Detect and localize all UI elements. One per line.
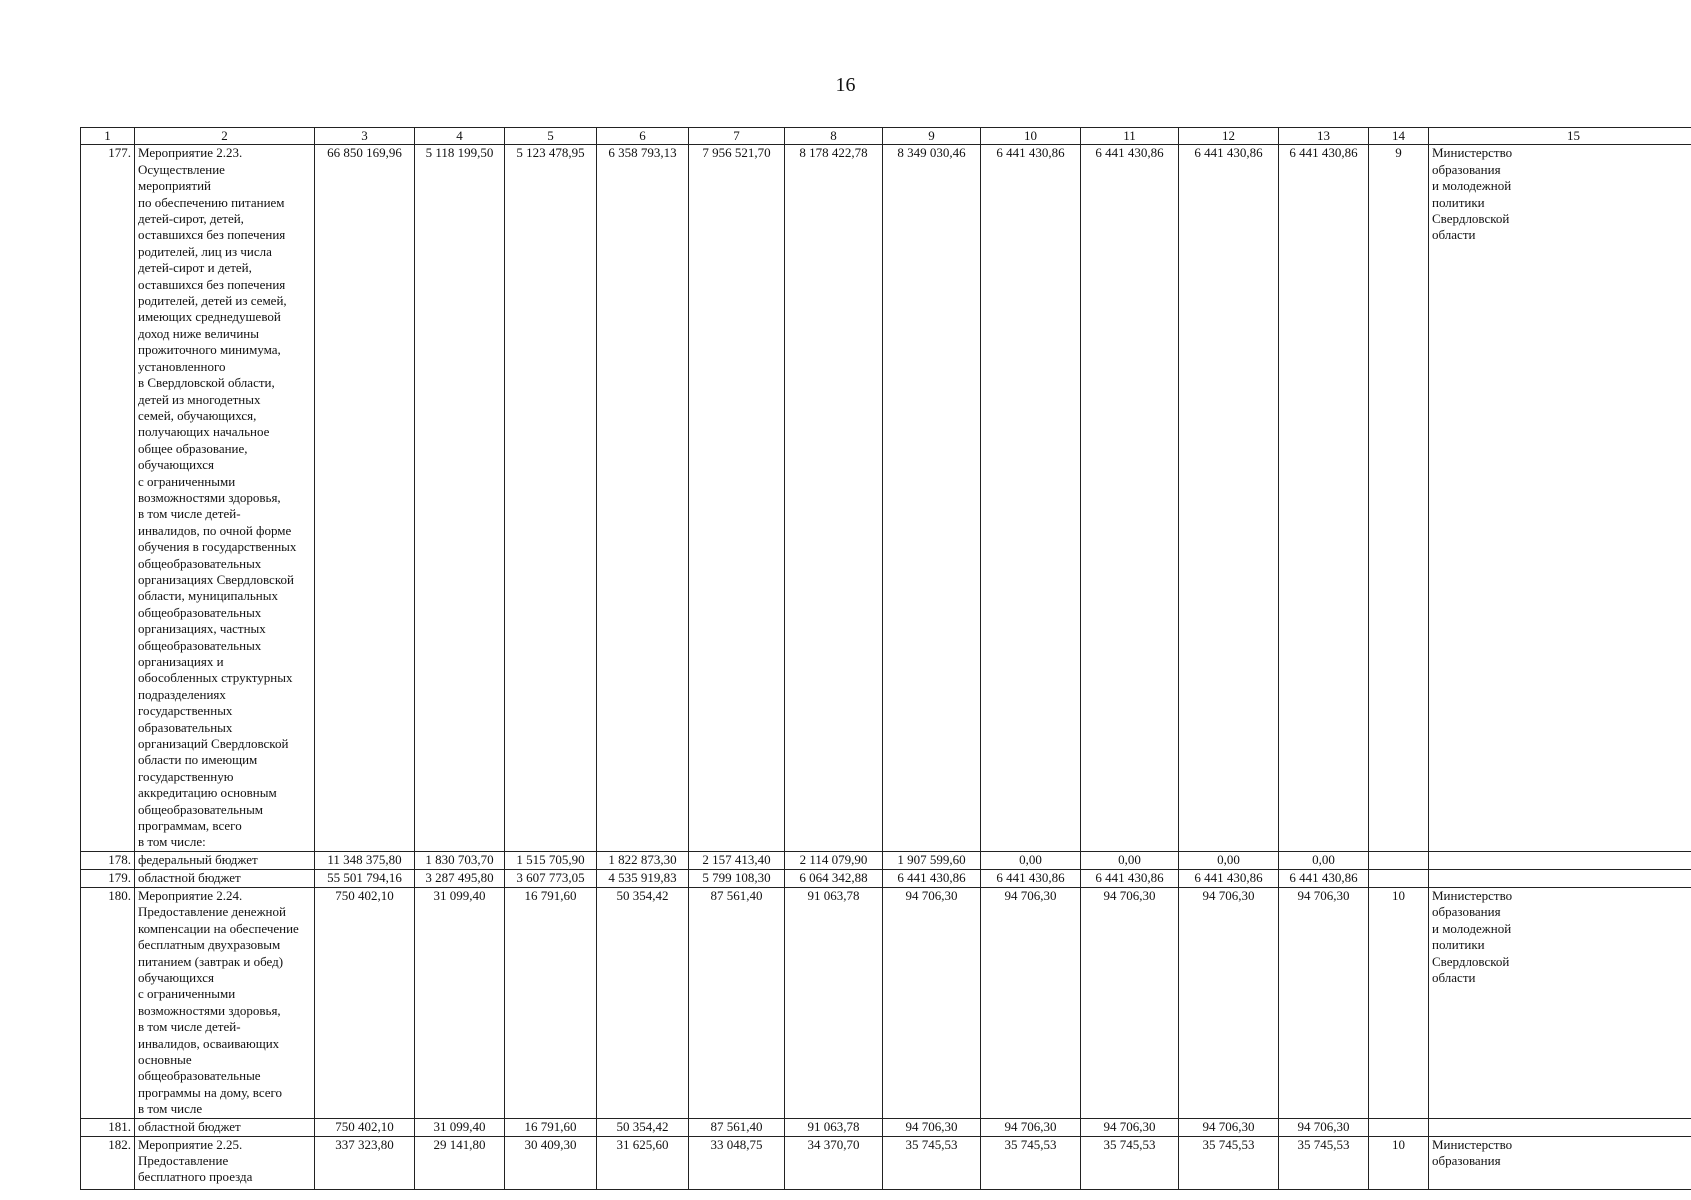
amount-cell: 50 354,42 <box>597 887 689 1118</box>
amount-cell: 31 099,40 <box>415 887 505 1118</box>
executor-cell: Министерство образования и молодежной политики Свердловской области <box>1429 145 1691 851</box>
row-number: 180. <box>81 887 135 1118</box>
table-row <box>81 1118 1691 1136</box>
column-header: 11 <box>1081 128 1179 145</box>
amount-cell: 5 118 199,50 <box>415 145 505 851</box>
amount-cell: 35 745,53 <box>1081 1136 1179 1189</box>
amount-cell: 16 791,60 <box>505 1118 597 1136</box>
amount-cell: 6 441 430,86 <box>1279 869 1369 887</box>
measure-description: Мероприятие 2.24. Предоставление денежной компенсации на обеспечение бесплатным двухразовым питанием (завтрак и обед) обучающихся с ограниченными возможностями здоровья, в том числе детей- инвалидов, осваивающих основные общеобразовательные программы на дому, всего в том числе <box>135 887 315 1118</box>
row-number: 181. <box>81 1118 135 1136</box>
measure-description: областной бюджет <box>135 1118 315 1136</box>
amount-cell: 750 402,10 <box>315 887 415 1118</box>
amount-cell: 3 287 495,80 <box>415 869 505 887</box>
amount-cell: 35 745,53 <box>1179 1136 1279 1189</box>
target-indicator-number: 10 <box>1369 887 1429 1118</box>
amount-cell: 1 822 873,30 <box>597 851 689 869</box>
amount-cell: 6 441 430,86 <box>1179 869 1279 887</box>
amount-cell: 2 114 079,90 <box>785 851 883 869</box>
amount-cell: 31 099,40 <box>415 1118 505 1136</box>
measure-description: областной бюджет <box>135 869 315 887</box>
measure-description: федеральный бюджет <box>135 851 315 869</box>
amount-cell: 5 799 108,30 <box>689 869 785 887</box>
amount-cell: 1 515 705,90 <box>505 851 597 869</box>
amount-cell: 33 048,75 <box>689 1136 785 1189</box>
amount-cell: 94 706,30 <box>883 1118 981 1136</box>
column-number-row <box>81 128 1691 145</box>
amount-cell: 50 354,42 <box>597 1118 689 1136</box>
amount-cell: 6 358 793,13 <box>597 145 689 851</box>
table-row <box>81 851 1691 869</box>
amount-cell: 94 706,30 <box>1081 887 1179 1118</box>
executor-cell: Министерство образования и молодежной политики Свердловской области <box>1429 887 1691 1118</box>
amount-cell: 11 348 375,80 <box>315 851 415 869</box>
amount-cell: 0,00 <box>1081 851 1179 869</box>
amount-cell: 6 441 430,86 <box>1179 145 1279 851</box>
amount-cell: 8 349 030,46 <box>883 145 981 851</box>
measure-description: Мероприятие 2.23. Осуществление мероприятий по обеспечению питанием детей-сирот, детей, оставшихся без попечения родителей, лиц из числа детей-сирот и детей, оставшихся без попечения родителей, детей из семей, имеющих среднедушевой доход ниже величины прожиточного минимума, установленного в Свердловской области, детей из многодетных семей, обучающихся, получающих начальное общее образование, обучающихся с ограниченными возможностями здоровья, в том числе детей- инвалидов, по очной форме обучения в государственных общеобразовательных организациях Свердловской области, муниципальных общеобразовательных организациях, частных общеобразовательных организациях и обособленных структурных подразделениях государственных образовательных организаций Свердловской области по имеющим государственную аккредитацию основным общеобразовательным программам, всего в том числе: <box>135 145 315 851</box>
column-header: 1 <box>81 128 135 145</box>
table-row <box>81 145 1691 851</box>
amount-cell: 94 706,30 <box>1279 887 1369 1118</box>
column-header: 3 <box>315 128 415 145</box>
amount-cell: 6 441 430,86 <box>981 145 1081 851</box>
amount-cell: 31 625,60 <box>597 1136 689 1189</box>
column-header: 4 <box>415 128 505 145</box>
row-number: 178. <box>81 851 135 869</box>
row-number: 179. <box>81 869 135 887</box>
amount-cell: 4 535 919,83 <box>597 869 689 887</box>
column-header: 6 <box>597 128 689 145</box>
amount-cell: 94 706,30 <box>1179 887 1279 1118</box>
amount-cell: 8 178 422,78 <box>785 145 883 851</box>
row-number: 182. <box>81 1136 135 1189</box>
amount-cell: 35 745,53 <box>883 1136 981 1189</box>
executor-cell <box>1429 851 1691 869</box>
amount-cell: 66 850 169,96 <box>315 145 415 851</box>
budget-table <box>80 127 1691 1190</box>
amount-cell: 0,00 <box>1279 851 1369 869</box>
amount-cell: 337 323,80 <box>315 1136 415 1189</box>
amount-cell: 35 745,53 <box>1279 1136 1369 1189</box>
amount-cell: 94 706,30 <box>981 887 1081 1118</box>
amount-cell: 6 441 430,86 <box>1279 145 1369 851</box>
row-number: 177. <box>81 145 135 851</box>
amount-cell: 30 409,30 <box>505 1136 597 1189</box>
amount-cell: 1 907 599,60 <box>883 851 981 869</box>
amount-cell: 55 501 794,16 <box>315 869 415 887</box>
amount-cell: 94 706,30 <box>1279 1118 1369 1136</box>
amount-cell: 6 441 430,86 <box>1081 869 1179 887</box>
amount-cell: 6 441 430,86 <box>981 869 1081 887</box>
column-header: 10 <box>981 128 1081 145</box>
executor-cell <box>1429 869 1691 887</box>
column-header: 13 <box>1279 128 1369 145</box>
measure-description: Мероприятие 2.25. Предоставление бесплатного проезда <box>135 1136 315 1189</box>
target-indicator-number: 10 <box>1369 1136 1429 1189</box>
amount-cell: 0,00 <box>1179 851 1279 869</box>
amount-cell: 2 157 413,40 <box>689 851 785 869</box>
amount-cell: 91 063,78 <box>785 887 883 1118</box>
executor-cell: Министерство образования <box>1429 1136 1691 1189</box>
amount-cell: 6 441 430,86 <box>1081 145 1179 851</box>
amount-cell: 94 706,30 <box>1179 1118 1279 1136</box>
amount-cell: 7 956 521,70 <box>689 145 785 851</box>
executor-cell <box>1429 1118 1691 1136</box>
page-number: 16 <box>835 74 856 96</box>
column-header: 14 <box>1369 128 1429 145</box>
amount-cell: 35 745,53 <box>981 1136 1081 1189</box>
column-header: 15 <box>1429 128 1691 145</box>
target-indicator-number: 9 <box>1369 145 1429 851</box>
target-indicator-number <box>1369 869 1429 887</box>
amount-cell: 1 830 703,70 <box>415 851 505 869</box>
column-header: 12 <box>1179 128 1279 145</box>
target-indicator-number <box>1369 1118 1429 1136</box>
table-row <box>81 887 1691 1118</box>
amount-cell: 87 561,40 <box>689 1118 785 1136</box>
amount-cell: 16 791,60 <box>505 887 597 1118</box>
amount-cell: 3 607 773,05 <box>505 869 597 887</box>
column-header: 2 <box>135 128 315 145</box>
amount-cell: 94 706,30 <box>1081 1118 1179 1136</box>
amount-cell: 91 063,78 <box>785 1118 883 1136</box>
amount-cell: 87 561,40 <box>689 887 785 1118</box>
amount-cell: 6 064 342,88 <box>785 869 883 887</box>
amount-cell: 5 123 478,95 <box>505 145 597 851</box>
amount-cell: 34 370,70 <box>785 1136 883 1189</box>
column-header: 8 <box>785 128 883 145</box>
column-header: 5 <box>505 128 597 145</box>
column-header: 9 <box>883 128 981 145</box>
table-row <box>81 869 1691 887</box>
target-indicator-number <box>1369 851 1429 869</box>
amount-cell: 0,00 <box>981 851 1081 869</box>
column-header: 7 <box>689 128 785 145</box>
amount-cell: 94 706,30 <box>883 887 981 1118</box>
amount-cell: 750 402,10 <box>315 1118 415 1136</box>
amount-cell: 94 706,30 <box>981 1118 1081 1136</box>
amount-cell: 29 141,80 <box>415 1136 505 1189</box>
amount-cell: 6 441 430,86 <box>883 869 981 887</box>
table-row <box>81 1136 1691 1189</box>
